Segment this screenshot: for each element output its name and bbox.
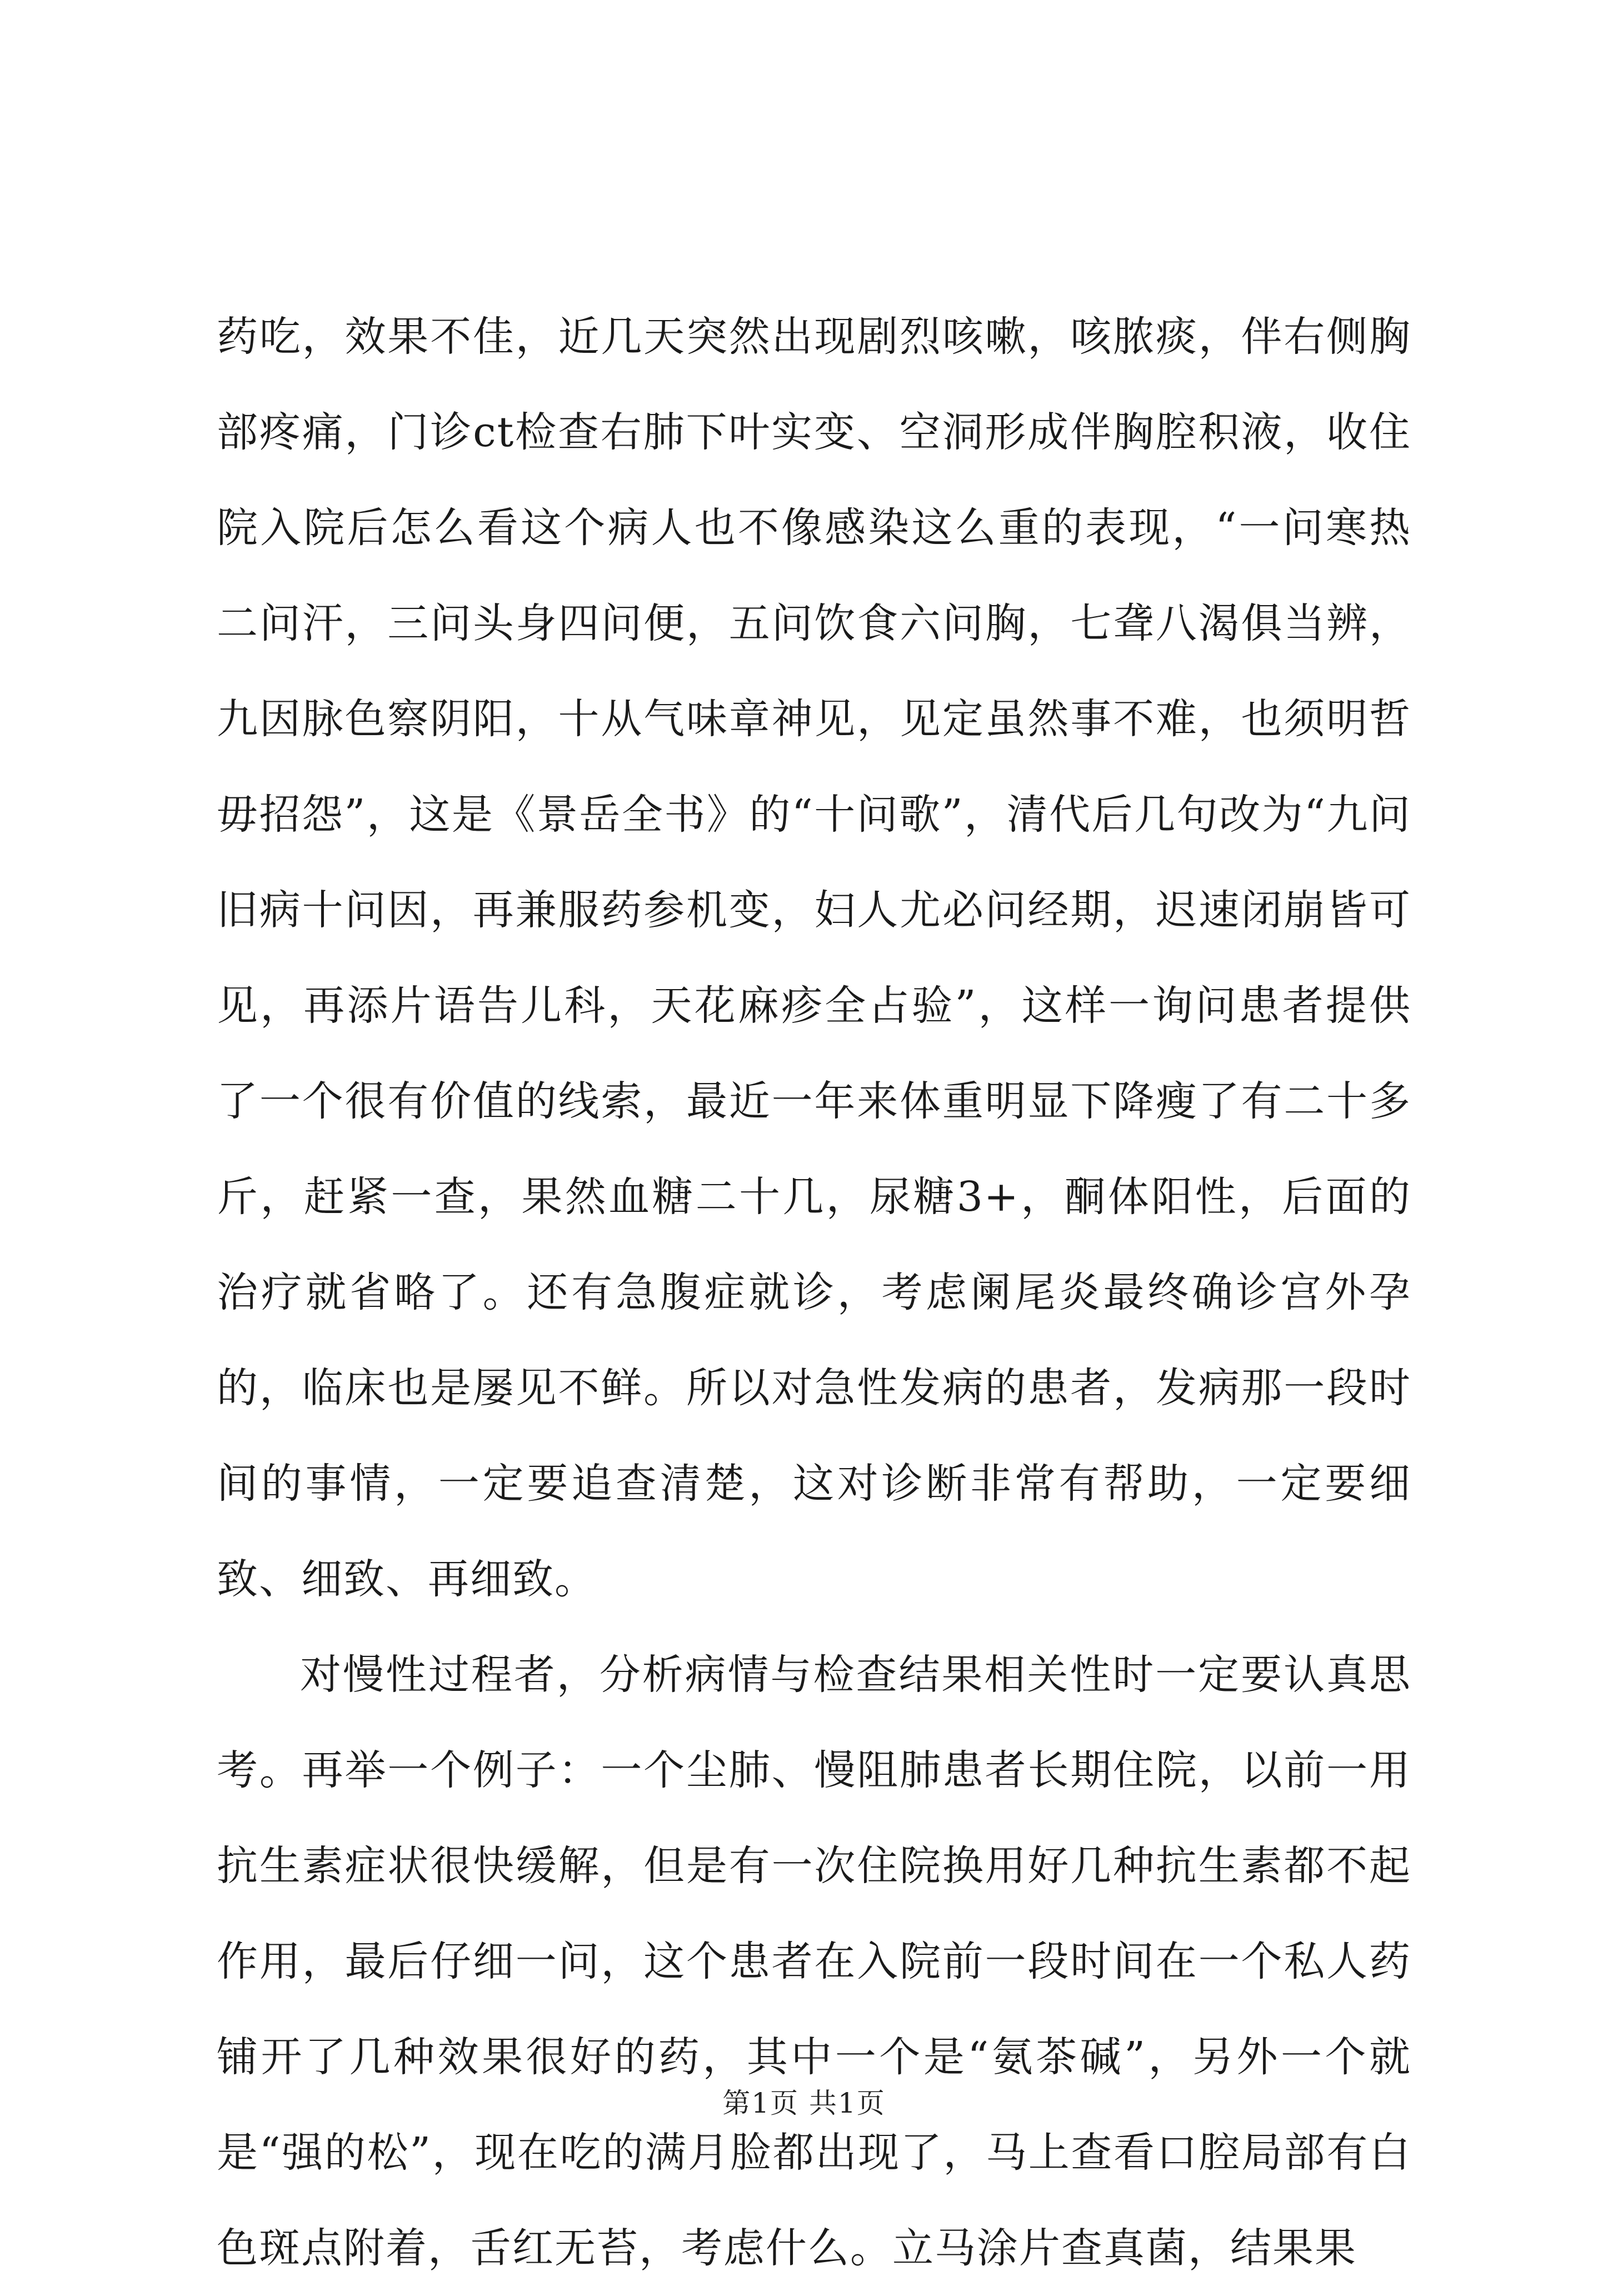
paragraph-1: 药吃，效果不佳，近几天突然出现剧烈咳嗽，咳脓痰，伴右侧胸部疼痛，门诊ct检查右肺下叶实变、空洞形成伴胸腔积液，收住院入院后怎么看这个病人也不像感染这么重的表现，“一问寒热二问汗，三问头身四问便，五问饮食六问胸，七聋八渴俱当辨，九因脉色察阴阳，十从气味章神见，见定虽然事不难，也须明哲毋招怨”，这是《景岳全书》的“十问歌”，清代后几句改为“九问旧病十问因，再兼服药参机变，妇人尤必问经期，迟速闭崩皆可见，再添片语告儿科，天花麻疹全占验”，这样一询问患者提供了一个很有价值的线索，最近一年来体重明显下降瘦了有二十多斤，赶紧一查，果然血糖二十几，尿糖3+，酮体阳性，后面的治疗就省略了。还有急腹症就诊，考虑阑尾炎最终确诊宫外孕的，临床也是屡见不鲜。所以对急性发病的患者，发病那一段时间的事情，一定要追查清楚，这对诊断非常有帮助，一定要细致、细致、再细致。: [217, 313, 1411, 1603]
paragraph-2: 对慢性过程者，分析病情与检查结果相关性时一定要认真思考。再举一个例子：一个尘肺、慢阻肺患者长期住院，以前一用抗生素症状很快缓解，但是有一次住院换用好几种抗生素都不起作用，最后仔细一问，这个患者在入院前一段时间在一个私人药铺开了几种效果很好的药，其中一个是“氨茶碱”，另外一个就是“强的松”，现在吃的满月脸都出现了，马上查看口腔局部有白色斑点附着，舌红无苔，考虑什么。立马涂片查真菌，结果果: [217, 1651, 1411, 2272]
page-footer: 第1页 共1页: [722, 2087, 886, 2119]
document-body: [217, 289, 1411, 2296]
